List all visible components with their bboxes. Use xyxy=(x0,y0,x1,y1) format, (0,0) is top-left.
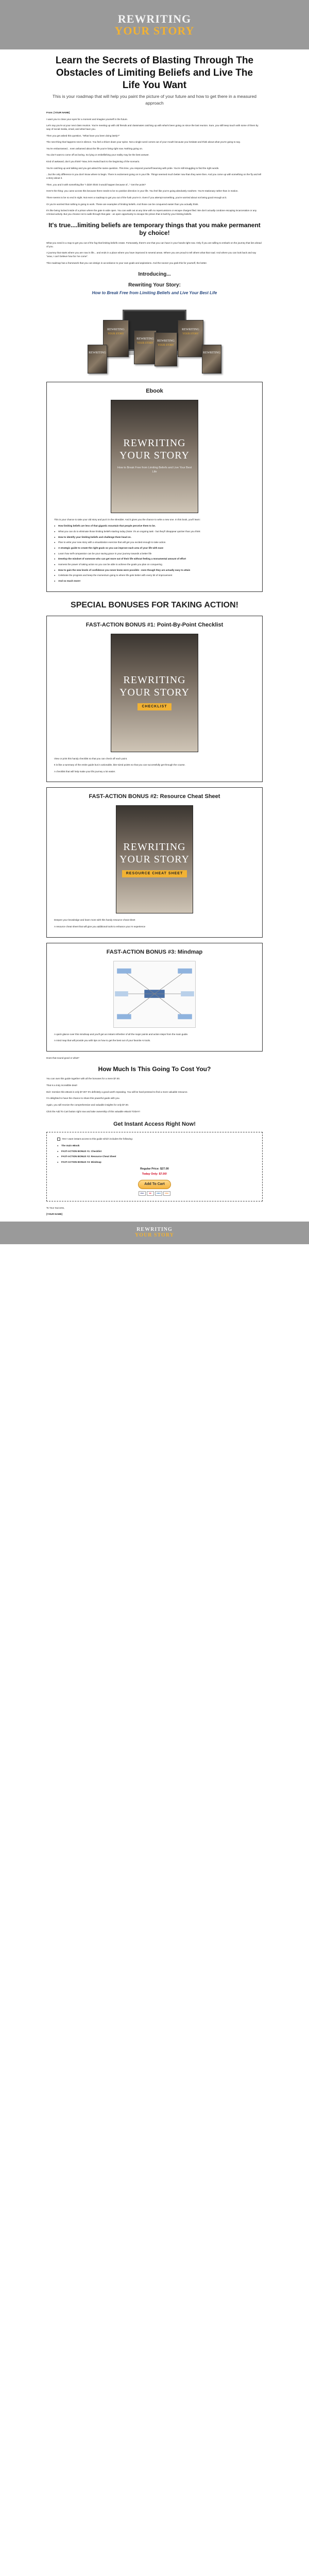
header-banner xyxy=(0,0,309,49)
add-to-cart-button[interactable]: Add To Cart xyxy=(138,1180,171,1189)
bonus-paragraph: View or print this handy checklist so that you can check off each point. xyxy=(54,757,128,760)
book-cover-subtitle: YOUR STORY xyxy=(182,332,199,335)
bonus-paragraph: A resource cheat sheet that will give you additional tools to enhance your AI experience xyxy=(54,925,146,928)
book-cover-image xyxy=(202,345,221,374)
introducing-label: Introducing... xyxy=(138,272,171,278)
cta-heading: Get Instant Access Right Now! xyxy=(113,1121,196,1128)
book-cover-title: REWRITING xyxy=(203,351,220,354)
discover-card-icon: DISC xyxy=(163,1191,170,1196)
book-cover-image xyxy=(178,320,203,357)
bonus-paragraph: Deepen your knowledge and learn more with this handy resource cheat sheet xyxy=(54,919,135,922)
letter-paragraph: There seems to be no end in sight. Not even a roadmap to get you out of the funk you're in. Even if you attempt something, you're worried about not being good enough at it. xyxy=(46,196,227,199)
cover-line1: REWRITING xyxy=(123,674,186,686)
signoff-name: [YOUR NAME] xyxy=(46,1213,63,1216)
pricing-copy xyxy=(46,1077,263,1113)
logo-line1: REWRITING xyxy=(117,12,192,25)
signoff xyxy=(46,1207,263,1216)
letter-paragraph: Let's say you're at your next class reunion. You're meeting up with old friends and classmates catching up with what's been going on since the last reunion. Sure, you still keep touch with some of them by way of social media, email, and what have you. xyxy=(46,124,259,130)
letter-paragraph: Or you're worried that nothing is going to work. These are examples of limiting beliefs. And those can be conquered easier than you actually think. xyxy=(46,202,199,206)
benefit-item: ● How limiting beliefs are less of that gigantic mountain that people perceive them to be. xyxy=(54,524,255,528)
footer-logo-line1: REWRITING xyxy=(136,1227,173,1233)
ebook-box xyxy=(46,382,263,592)
cover-tag: CHECKLIST xyxy=(138,703,171,710)
order-intro-text: Yes! I want instant access to this guide which includes the following: xyxy=(62,1138,133,1141)
letter-paragraph: The next thing that happens next is silence. You feel a shiver down your spine. Not a single word comes out of your mouth because you hesitate and think about what you're going to say. xyxy=(46,141,241,144)
content-column xyxy=(46,55,263,1216)
bonus-title: FAST-ACTION BONUS #1: Point-By-Point Checklist xyxy=(85,621,224,628)
pricing-paragraph: I'm delighted to have the chance to share this powerful guide with you. xyxy=(46,1097,120,1100)
logo-line2: YOUR STORY xyxy=(114,24,195,37)
letter-paragraph: You're embarrassed... even ashamed about the life you're living right now. Nothing going on. xyxy=(46,147,143,150)
site-logo xyxy=(115,13,195,37)
book-cover-image xyxy=(134,330,157,364)
letter-paragraph: You're catching up and talking and you get asked the same question. This time, you respond yourself beaming with pride. You're still struggling to find the right words. xyxy=(46,166,219,170)
book-cover-title: REWRITING xyxy=(182,328,199,332)
ebook-cover-image xyxy=(111,400,198,513)
benefit-item: ● What you can do to eliminate those limiting beliefs starting today (Note: it's an ongoing task - but they'll disappear quicker than you think xyxy=(54,530,255,534)
benefit-item: ● How to gain the new levels of confidence you never knew were possible - even though they are actually easy to attain xyxy=(54,569,255,572)
visa-card-icon: VISA xyxy=(139,1191,146,1196)
benefit-item: ● Plan to write your new story with a visualization exercise that will get you excited enough to take action. xyxy=(54,541,255,545)
letter-paragraph: Then, you and it with something like "I didn't think it would happen because of..." Get the point? xyxy=(46,183,146,186)
book-cover-title: REWRITING xyxy=(107,328,125,332)
temporary-paragraph: What you need is a map to get you out of the fog that limiting beliefs create. Fortunately, there's one that you can have in your hands right now. Only if you are willing to embark on the journey that lies ahead of you. xyxy=(46,241,262,248)
regular-price: Regular Price: $27.00 xyxy=(140,1167,169,1171)
temporary-heading: It's true....limiting beliefs are temporary things that you make permanent by choice! xyxy=(48,221,261,237)
letter-paragraph: ...but the only difference is you don't know where to begin. There is excitement going on in your life. Things seemed much better now than they were then. And you come up with something on the fly and tell a story about it. xyxy=(46,173,262,180)
benefit-item: ● A strategic guide to create the right goals so you can improve each area of your life with ease xyxy=(54,547,255,550)
letter-salutation: From: [YOUR NAME] xyxy=(46,111,70,114)
bonus-box-3 xyxy=(46,943,263,1052)
cover-line1: REWRITING xyxy=(123,437,186,449)
book-cover-title: REWRITING xyxy=(136,337,154,341)
order-box xyxy=(46,1132,263,1201)
today-price: Today Only: $7.00! xyxy=(142,1172,167,1176)
amex-card-icon: AMEX xyxy=(155,1191,162,1196)
bonuses-heading: SPECIAL BONUSES FOR TAKING ACTION! xyxy=(71,600,238,609)
pricing-lead: Does that sound good or what? xyxy=(46,1056,79,1059)
cheatsheet-cover-image xyxy=(116,805,193,913)
book-cover-image xyxy=(88,345,107,374)
cover-line1: REWRITING xyxy=(123,841,186,853)
payment-cards xyxy=(57,1191,252,1196)
pricing-paragraph: That is a truly incredible deal! xyxy=(46,1083,77,1087)
order-item: ● FAST-ACTION BONUS #1: Checklist xyxy=(57,1150,252,1154)
book-cover-subtitle: YOUR STORY xyxy=(108,332,124,335)
benefit-item: ● How to identify your limiting beliefs and challenge them head on. xyxy=(54,536,255,539)
bonus-title: FAST-ACTION BONUS #2: Resource Cheat Sheet xyxy=(89,793,220,800)
benefit-item: ● Harness the power of taking action so you can be able to achieve the goals you plan on conquering xyxy=(54,563,255,567)
product-name: Rewriting Your Story: xyxy=(128,282,181,288)
footer-logo-line2: YOUR STORY xyxy=(135,1232,174,1238)
letter-paragraph: Then you get asked this question, "What have you been doing lately?" xyxy=(46,134,120,137)
pricing-paragraph: Click the Add To Cart button right now and take ownership of this valuable eBook TODAY! xyxy=(46,1110,140,1113)
ebook-intro: This is your chance to take your old story and put it in the shredder. And it gives you the chance to write a new one. In this book, you'll learn: xyxy=(54,518,201,521)
sales-letter xyxy=(46,111,263,216)
checkbox-icon[interactable] xyxy=(57,1138,60,1141)
mindmap-graphic xyxy=(114,961,195,1027)
temporary-paragraph: A journey that starts where you are now in life... and ends in a place where you have improved in several areas. Where you are proud to tell others what that road. And where you can look back and say "wow, I can't believe how far I've come". xyxy=(46,251,256,258)
bonus-paragraph: A mind map that will provide you with tips on how to get the best out of your favorite AI tools. xyxy=(54,1039,151,1042)
book-cover-subtitle: YOUR STORY xyxy=(137,342,153,345)
mastercard-icon: MC xyxy=(147,1191,154,1196)
product-tagline: How to Break Free from Limiting Beliefs and Live Your Best Life xyxy=(92,291,217,296)
bonus-box-2 xyxy=(46,787,263,937)
letter-paragraph: Kind of awkward, don't you think? Now, let's rewind back to the beginning of the scenario. xyxy=(46,160,140,163)
letter-paragraph: It's like being locked inside of a prison where the gate is wide open. You can walk out at any time with no repercussions or escape charges filed. We don't actually condone escaping incarceration or any criminal activity. But you choose not to walk through that gate - an open opportunity to escape the prison that is built by your limiting beliefs. xyxy=(46,209,257,216)
order-items-list xyxy=(57,1144,252,1164)
benefit-list xyxy=(54,524,255,583)
pricing-paragraph: You can own this guide together with all the bonuses for a mere $7.00. xyxy=(46,1077,121,1080)
pricing-paragraph: Did I mention this eBook is only $7.00? It's definitely a good worth repeating. You will be hard-pressed to find a more valuable resource. xyxy=(46,1090,188,1093)
benefit-item: ● Celebrate the progress and keep the momentum going to where life gets better with every bit of improvement xyxy=(54,574,255,578)
pricing-paragraph: Again, you will receive the comprehensive and valuable insights for only $7.00. xyxy=(46,1103,129,1106)
bonus-paragraph: A checklist that will help make your life journey a lot easier. xyxy=(54,770,116,773)
footer-logo xyxy=(135,1227,174,1238)
cover-line3: How to Break Free from Limiting Beliefs and Live Your Best Life xyxy=(117,466,192,474)
pricing-heading: How Much Is This Going To Cost You? xyxy=(98,1065,211,1073)
temporary-paragraph: This roadmap has a framework that you can design in accordance to your own goals and aspirations. And the sooner you grab this for yourself, the better. xyxy=(46,261,208,264)
book-cover-image xyxy=(154,332,177,366)
product-bundle-image xyxy=(88,299,221,377)
bonus-box-1 xyxy=(46,616,263,783)
checklist-cover-image xyxy=(111,634,198,752)
bonus-paragraph: It is like a summary of the entire guide but in actionable, bite-sized points so that you can successfully get through the course. xyxy=(54,764,185,767)
hero-subtitle: This is your roadmap that will help you paint the picture of your future and how to get there in a measured approach xyxy=(53,94,256,106)
cover-line2: YOUR STORY xyxy=(119,686,190,698)
bonus-title: FAST-ACTION BONUS #3: Mindmap xyxy=(106,948,203,955)
temporary-section xyxy=(46,242,263,265)
book-cover-subtitle: YOUR STORY xyxy=(158,344,174,347)
benefit-item: ● And so much more! xyxy=(54,580,255,583)
footer-banner xyxy=(0,1222,309,1244)
letter-paragraph: I want you to close your eyes for a moment and imagine yourself in the future. xyxy=(46,117,128,121)
cover-line2: YOUR STORY xyxy=(119,853,190,865)
order-item: ● The main eBook xyxy=(57,1144,252,1148)
cover-line2: YOUR STORY xyxy=(119,450,190,462)
cover-tag: RESOURCE CHEAT SHEET xyxy=(122,870,187,877)
letter-paragraph: You don't want to come off as boring. So lying or embellishing your reality may be the best answer. xyxy=(46,154,149,157)
bonus-paragraph: A quick glance over this mindmap and you'll get an instant refresher of all the major points and action steps from the main guide. xyxy=(54,1032,188,1036)
hero-title: Learn the Secrets of Blasting Through The Obstacles of Limiting Beliefs and Live The Life You Want xyxy=(55,55,254,91)
ebook-label: Ebook xyxy=(146,387,163,394)
benefit-item: ● Learn how self-compassion can be your saving grace in your journey towards a better life xyxy=(54,552,255,556)
signoff-line: To Your Success, xyxy=(46,1206,65,1209)
order-intro xyxy=(57,1138,252,1141)
mindmap-image xyxy=(113,961,196,1028)
benefit-item: ● Develop the mindset of someone who can get more out of their life without feeling a monumental amount of effort xyxy=(54,557,255,561)
order-item: ● FAST-ACTION BONUS #2: Resource Cheat Sheet xyxy=(57,1155,252,1159)
book-cover-title: REWRITING xyxy=(157,340,175,343)
letter-paragraph: Here's the thing: you came across this because there needs to be no positive direction in your life. You feel like you're going absolutely nowhere. You're stationary rather than in motion. xyxy=(46,190,238,193)
book-cover-title: REWRITING xyxy=(89,351,106,354)
order-item: ● FAST-ACTION BONUS #3: Mindmap xyxy=(57,1161,252,1164)
